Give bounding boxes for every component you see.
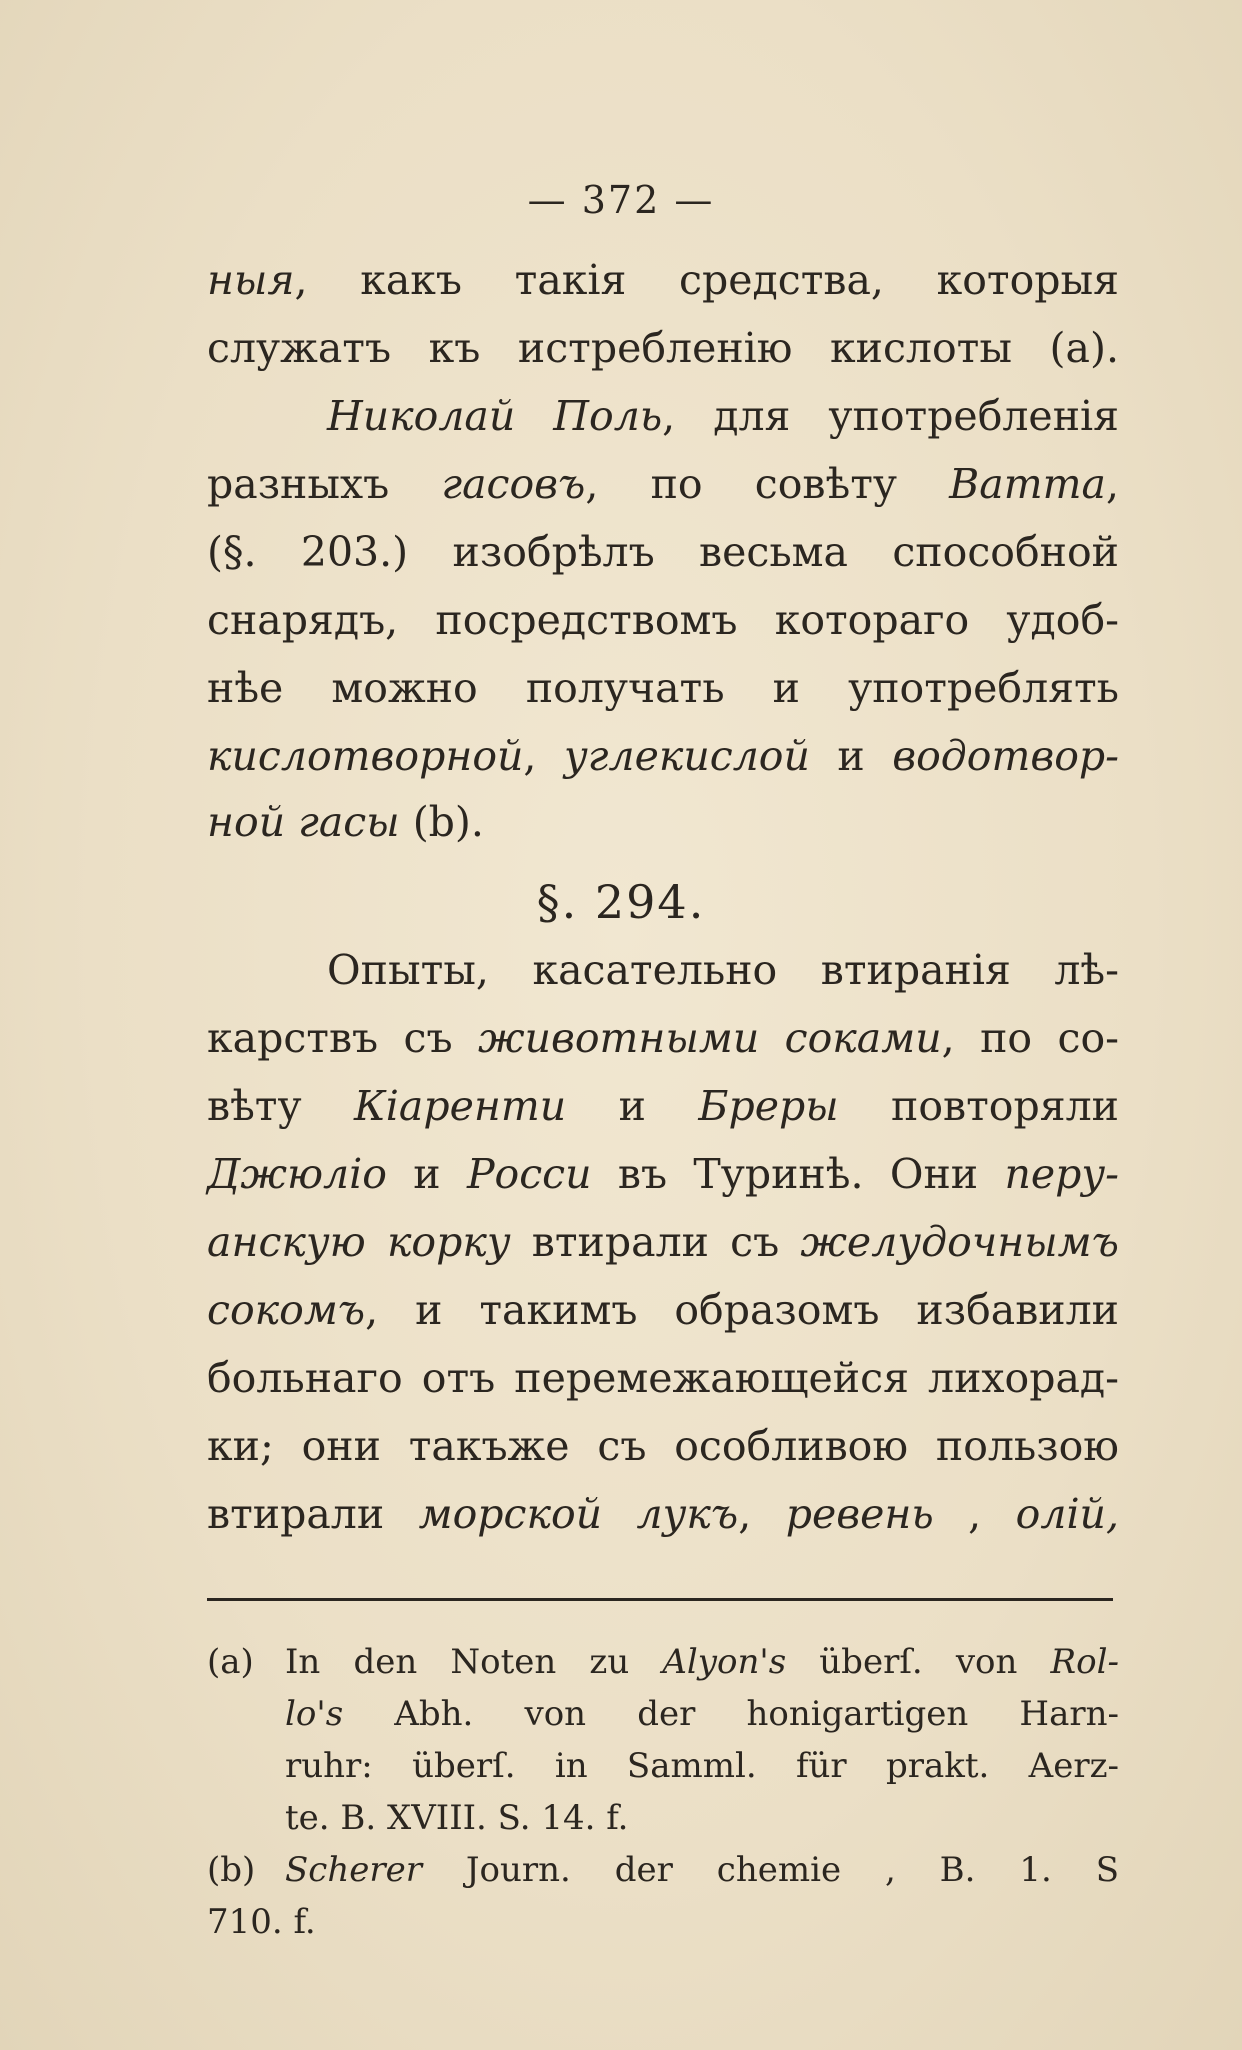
paragraph-line-4 xyxy=(207,1144,1119,1204)
footnote-a-marker: (a) xyxy=(207,1642,254,1682)
text-run: втирали съ xyxy=(510,1218,801,1266)
italic-word: сокомъ xyxy=(207,1286,366,1334)
body-line-4 xyxy=(207,454,1119,514)
text-run: втирали xyxy=(207,1490,419,1538)
text-run: Journ. der chemie , B. 1. S xyxy=(421,1850,1119,1890)
paragraph-line-7 xyxy=(207,1348,1119,1408)
text-run: , xyxy=(523,732,564,780)
italic-word: гасовъ xyxy=(441,460,586,508)
footnote-a-line-1 xyxy=(207,1637,1119,1687)
text-run: Опыты, касательно втиранія лѣ- xyxy=(327,946,1119,994)
body-line-6 xyxy=(207,590,1119,650)
body-line-1 xyxy=(207,250,1119,310)
italic-word: желудочнымъ xyxy=(800,1218,1119,1266)
text-run: вѣту xyxy=(207,1082,355,1130)
text-run: служатъ къ истребленію кислоты (a). xyxy=(207,324,1119,372)
body-line-7 xyxy=(207,658,1119,718)
italic-name: Scherer xyxy=(285,1850,422,1890)
footnote-a-text xyxy=(285,1637,1119,1687)
paragraph-line-3 xyxy=(207,1076,1119,1136)
italic-phrase: анскую корку xyxy=(207,1218,511,1266)
italic-word: олій, xyxy=(1015,1490,1119,1538)
italic-name: Джюліо xyxy=(207,1150,387,1198)
text-run: больнаго отъ перемежающейся лихорад- xyxy=(207,1354,1119,1402)
text-run: 710. f. xyxy=(207,1902,316,1942)
italic-name: Alyon's xyxy=(662,1642,787,1682)
italic-word: кислотворной xyxy=(207,732,524,780)
footnote-b-line-2 xyxy=(207,1897,1119,1947)
footnote-divider xyxy=(207,1598,1113,1601)
body-line-5 xyxy=(207,522,1119,582)
italic-word: ной гасы xyxy=(207,798,400,846)
italic-phrase: морской лукъ xyxy=(418,1490,739,1538)
text-run: въ Туринѣ. Они xyxy=(591,1150,1005,1198)
body-line-3 xyxy=(327,386,1119,446)
italic-name: lo's xyxy=(285,1694,344,1734)
text-run: , по со- xyxy=(941,1014,1119,1062)
text-run: te. B. XVIII. S. 14. f. xyxy=(285,1798,629,1838)
text-run: Abh. von der honigartigen Harn- xyxy=(343,1694,1119,1734)
text-run: повторяли xyxy=(838,1082,1119,1130)
italic-name: Rol- xyxy=(1050,1642,1119,1682)
text-run: , xyxy=(738,1490,786,1538)
footnote-b-marker: (b) xyxy=(207,1850,256,1890)
text-run: , для употребленія xyxy=(662,392,1119,440)
section-heading: §. 294. xyxy=(536,875,706,929)
italic-name: Николай Поль xyxy=(327,392,663,440)
italic-word: ревень xyxy=(785,1490,934,1538)
italic-name: Росси xyxy=(466,1150,592,1198)
text-run: и xyxy=(809,732,893,780)
text-run: , xyxy=(1105,460,1119,508)
italic-word: перу- xyxy=(1004,1150,1119,1198)
text-run: ки; они такъже съ особливою пользою xyxy=(207,1422,1119,1470)
paragraph-line-1 xyxy=(327,940,1119,1000)
paragraph-line-2 xyxy=(207,1008,1119,1068)
text-run: , xyxy=(933,1490,1016,1538)
footnote-b-text xyxy=(285,1845,1119,1895)
italic-word: водотвор- xyxy=(892,732,1119,780)
text-run: (b). xyxy=(399,798,484,846)
text-run: разныхъ xyxy=(207,460,442,508)
paragraph-line-6 xyxy=(207,1280,1119,1340)
text-run: überſ. von xyxy=(786,1642,1051,1682)
text-run: карствъ съ xyxy=(207,1014,478,1062)
italic-name: Бреры xyxy=(698,1082,839,1130)
italic-word: углекислой xyxy=(563,732,810,780)
text-run: In den Noten zu xyxy=(285,1642,663,1682)
footnote-a-line-2 xyxy=(285,1689,1119,1739)
page-number: — 372 — xyxy=(527,178,715,222)
footnote-a-line-4 xyxy=(285,1793,1119,1843)
paragraph-line-5 xyxy=(207,1212,1119,1272)
text-run: и xyxy=(566,1082,699,1130)
body-line-2 xyxy=(207,318,1119,378)
text-run: ruhr: überſ. in Samml. für prakt. Aerz- xyxy=(285,1746,1119,1786)
body-line-9 xyxy=(207,792,1119,852)
italic-phrase: животными соками xyxy=(478,1014,942,1062)
text-run: , по совѣту xyxy=(585,460,950,508)
text-run: нѣе можно получать и употреблять xyxy=(207,664,1119,712)
text-run: , и такимъ образомъ избавили xyxy=(365,1286,1119,1334)
italic-name: Ватта xyxy=(949,460,1106,508)
italic-word: ныя xyxy=(207,256,295,304)
text-run: снарядъ, посредствомъ котораго удоб- xyxy=(207,596,1119,644)
body-line-8 xyxy=(207,726,1119,786)
footnote-a-line-3 xyxy=(285,1741,1119,1791)
italic-name: Кіаренти xyxy=(354,1082,567,1130)
text-run: и xyxy=(386,1150,467,1198)
text-run: (§. 203.) изобрѣлъ весьма способной xyxy=(207,528,1119,576)
paragraph-line-8 xyxy=(207,1416,1119,1476)
paragraph-line-9 xyxy=(207,1484,1119,1544)
footnote-b-line-1 xyxy=(207,1845,1119,1895)
text-run: , какъ такія средства, которыя xyxy=(294,256,1119,304)
